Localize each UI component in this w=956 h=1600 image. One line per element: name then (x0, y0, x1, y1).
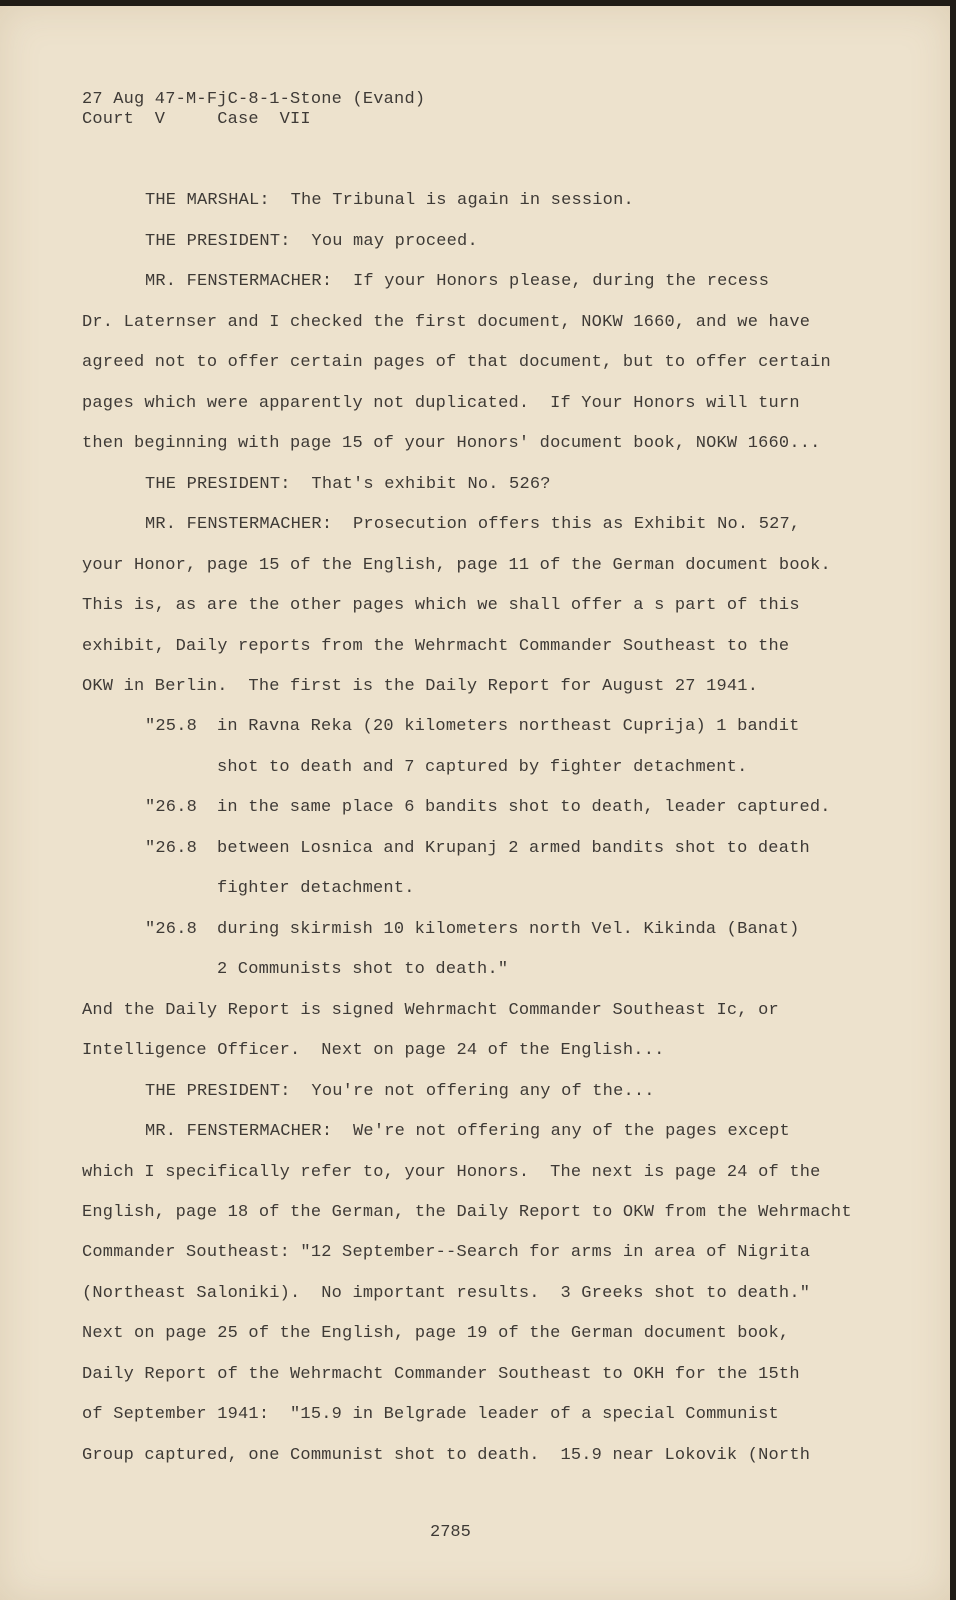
text-line: MR. FENSTERMACHER: If your Honors please, during the recess (145, 272, 770, 291)
quote-line: in Ravna Reka (20 kilometers northeast Cuprija) 1 bandit (217, 717, 800, 736)
text-line: Dr. Laternser and I checked the first document, NOKW 1660, and we have (82, 313, 811, 332)
text-line: Intelligence Officer. Next on page 24 of the English... (82, 1041, 665, 1060)
quote-date: "26.8 (145, 798, 198, 817)
text-line: then beginning with page 15 of your Honors' document book, NOKW 1660... (82, 434, 821, 453)
text-line: Daily Report of the Wehrmacht Commander Southeast to OKH for the 15th (82, 1365, 800, 1384)
text-line: MR. FENSTERMACHER: Prosecution offers this as Exhibit No. 527, (145, 515, 801, 534)
text-line: agreed not to offer certain pages of that document, but to offer certain (82, 353, 831, 372)
text-line: Group captured, one Communist shot to death. 15.9 near Lokovik (North (82, 1446, 811, 1465)
quote-line: 2 Communists shot to death." (217, 960, 509, 979)
quote-date: "26.8 (145, 920, 198, 939)
header-line-1: 27 Aug 47-M-FjC-8-1-Stone (Evand) (82, 90, 426, 109)
text-line: THE PRESIDENT: You're not offering any of the... (145, 1082, 655, 1101)
text-line: And the Daily Report is signed Wehrmacht Commander Southeast Ic, or (82, 1001, 779, 1020)
page-number: 2785 (430, 1523, 471, 1542)
text-line: OKW in Berlin. The first is the Daily Report for August 27 1941. (82, 677, 759, 696)
text-line: This is, as are the other pages which we shall offer a s part of this (82, 596, 800, 615)
quote-line: during skirmish 10 kilometers north Vel. Kikinda (Banat) (217, 920, 800, 939)
quote-date: "26.8 (145, 839, 198, 858)
text-line: THE PRESIDENT: You may proceed. (145, 232, 478, 251)
text-line: exhibit, Daily reports from the Wehrmacht Commander Southeast to the (82, 637, 790, 656)
text-line: Commander Southeast: "12 September--Search for arms in area of Nigrita (82, 1243, 811, 1262)
document-page (0, 6, 950, 1600)
header-line-2: Court V Case VII (82, 110, 311, 129)
text-line: of September 1941: "15.9 in Belgrade leader of a special Communist (82, 1405, 779, 1424)
text-line: (Northeast Saloniki). No important results. 3 Greeks shot to death." (82, 1284, 811, 1303)
text-line: THE MARSHAL: The Tribunal is again in session. (145, 191, 634, 210)
quote-line: in the same place 6 bandits shot to death, leader captured. (217, 798, 831, 817)
quote-line: between Losnica and Krupanj 2 armed bandits shot to death (217, 839, 810, 858)
text-line: English, page 18 of the German, the Daily Report to OKW from the Wehrmacht (82, 1203, 852, 1222)
text-line: MR. FENSTERMACHER: We're not offering any of the pages except (145, 1122, 790, 1141)
text-line: pages which were apparently not duplicated. If Your Honors will turn (82, 394, 800, 413)
quote-date: "25.8 (145, 717, 198, 736)
text-line: your Honor, page 15 of the English, page 11 of the German document book. (82, 556, 831, 575)
quote-line: shot to death and 7 captured by fighter detachment. (217, 758, 748, 777)
text-line: THE PRESIDENT: That's exhibit No. 526? (145, 475, 551, 494)
quote-line: fighter detachment. (217, 879, 415, 898)
text-line: which I specifically refer to, your Honors. The next is page 24 of the (82, 1163, 821, 1182)
text-line: Next on page 25 of the English, page 19 of the German document book, (82, 1324, 790, 1343)
